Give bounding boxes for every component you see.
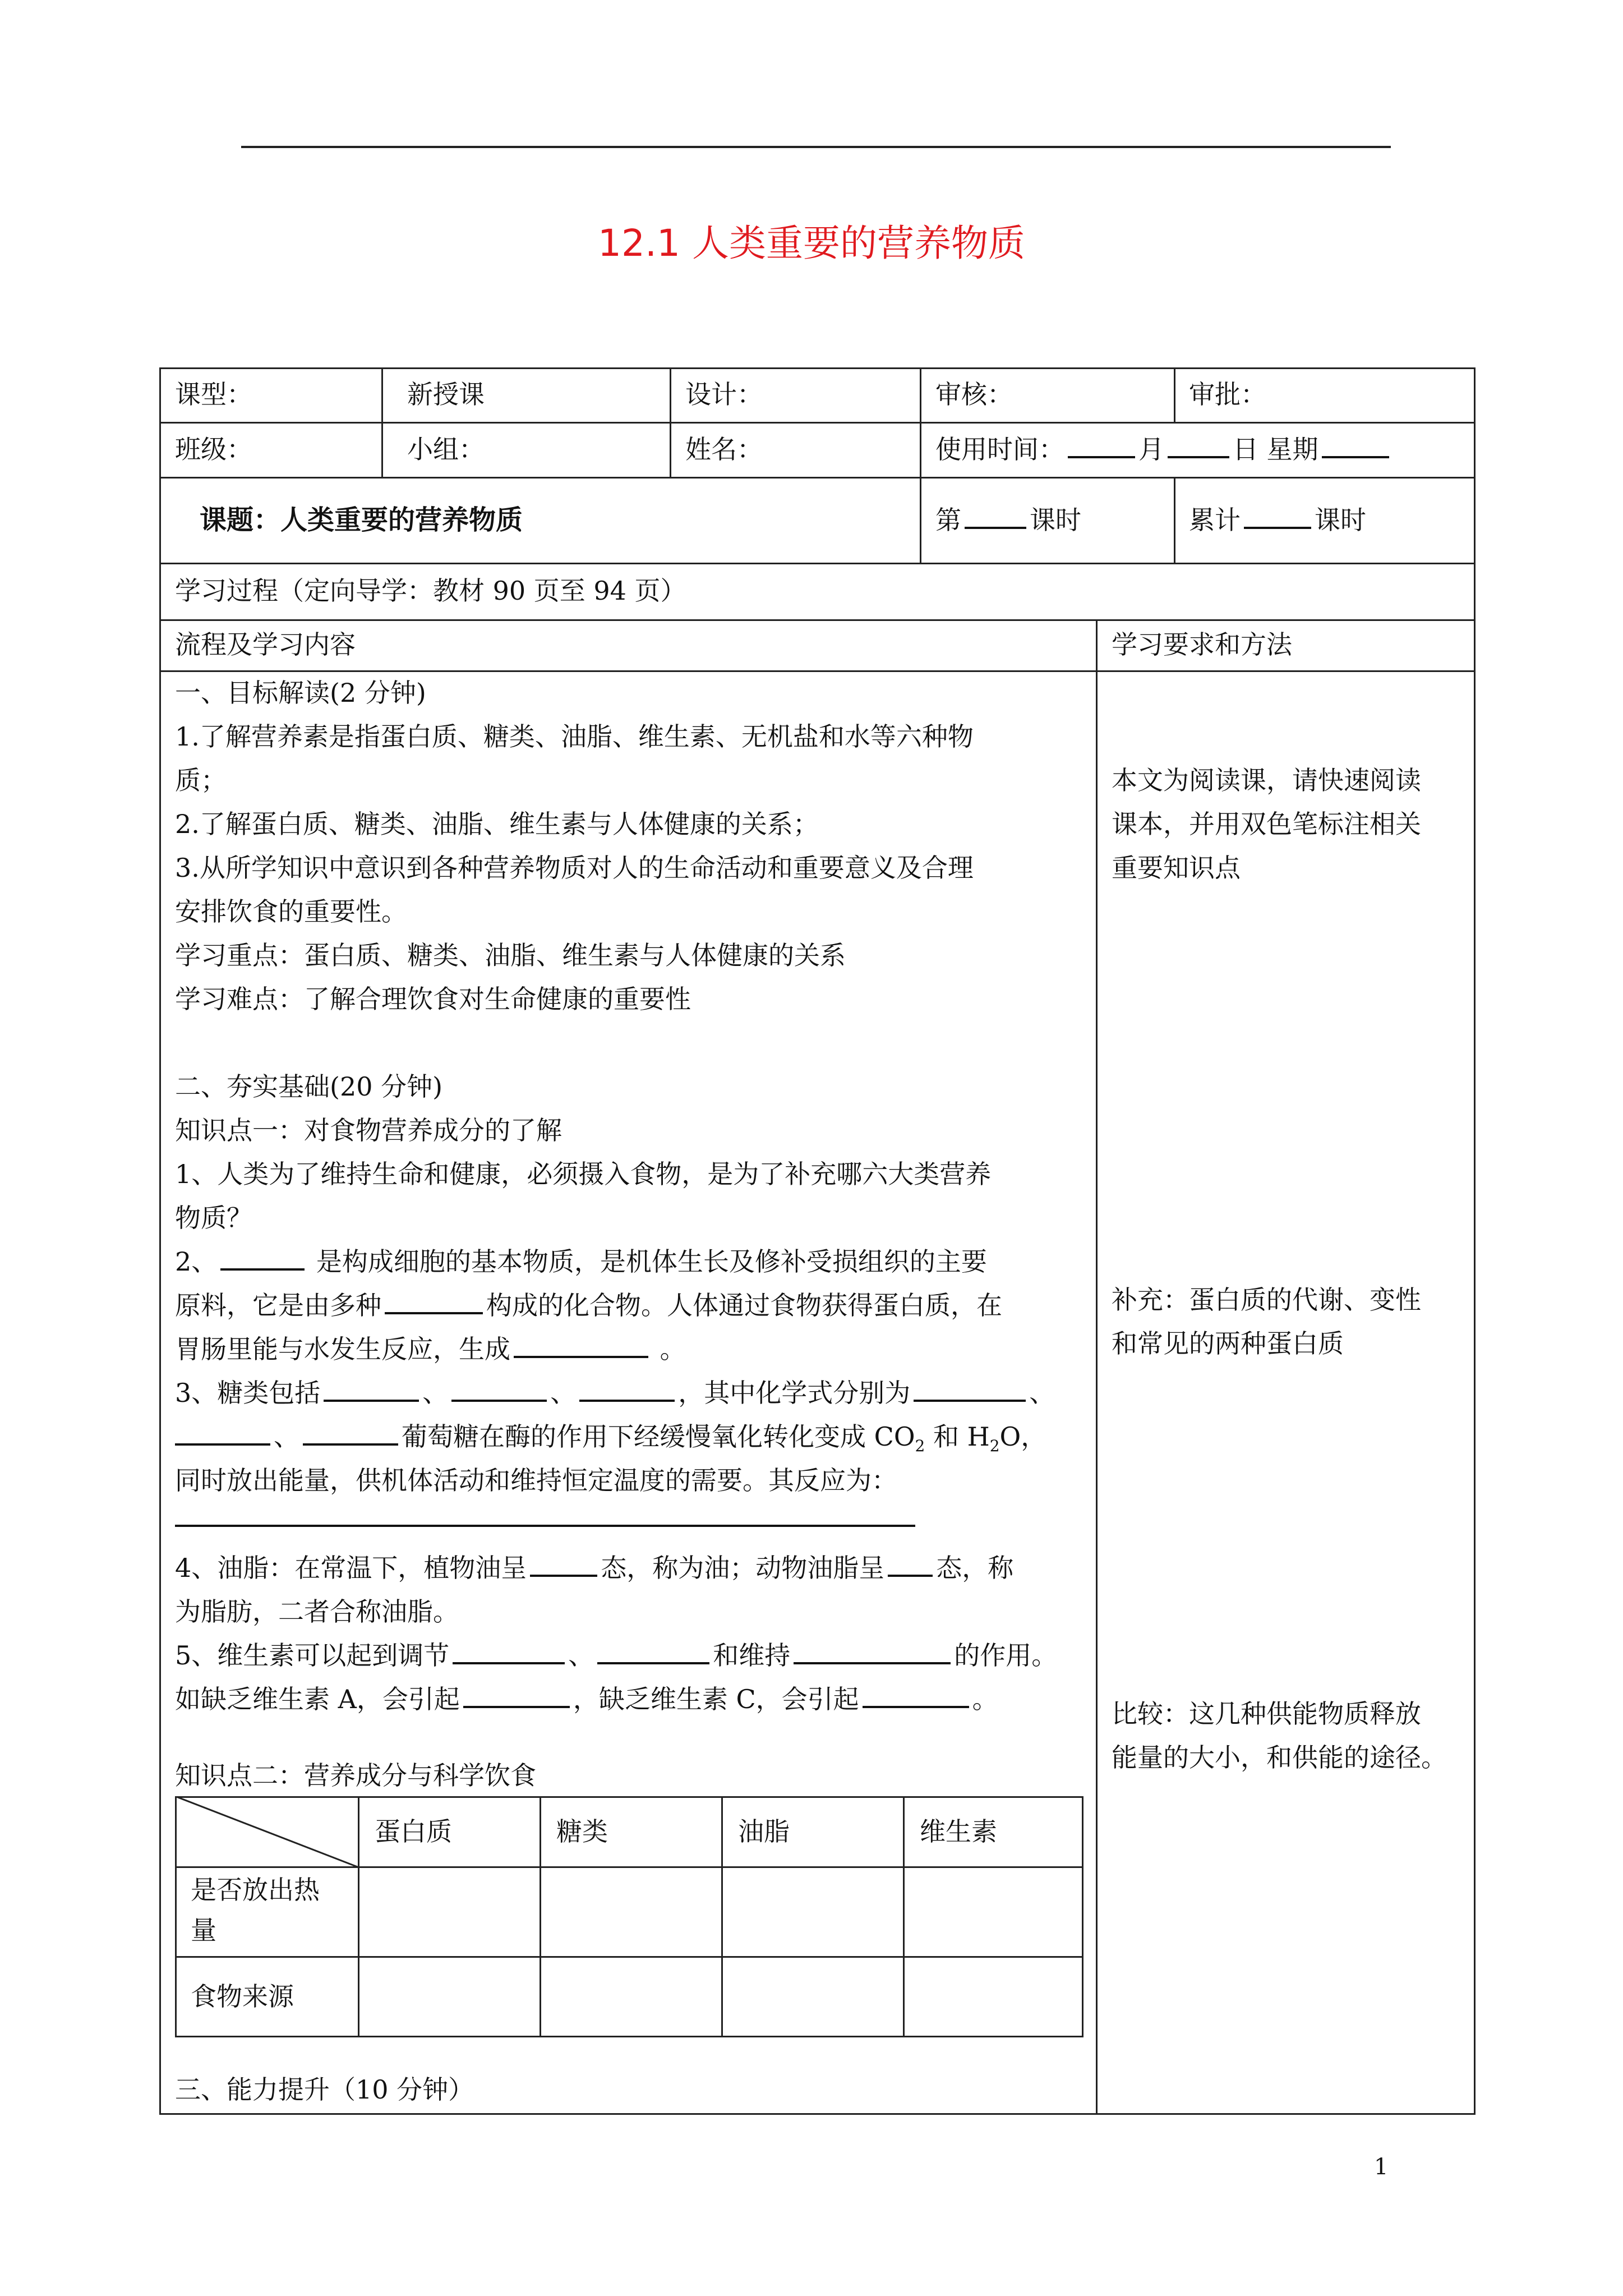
q2c-pre: 胃肠里能与水发生反应，生成: [175, 1334, 510, 1364]
total-post: 课时: [1315, 505, 1366, 535]
q2b-pre: 原料，它是由多种: [175, 1290, 381, 1320]
knowledge-point-2: 知识点二：营养成分与科学饮食: [175, 1760, 536, 1791]
q5b-post: 。: [972, 1684, 998, 1714]
note-reading-1: 本文为阅读课，请快速阅读: [1112, 765, 1421, 795]
q3-blank-6[interactable]: [303, 1419, 398, 1446]
row-divider: [159, 563, 1476, 564]
goal-1-cont: 质；: [175, 765, 227, 795]
nutrient-col-divider: [903, 1796, 905, 2037]
diagonal-header-line: [175, 1796, 359, 1867]
note-supplement-2: 和常见的两种蛋白质: [1112, 1328, 1344, 1359]
q2-blank-3[interactable]: [514, 1331, 648, 1358]
nutrient-header-protein: 蛋白质: [375, 1816, 452, 1847]
q3b-and: 和 H: [925, 1421, 990, 1452]
cell-lesson-type-label: 课型：: [175, 379, 252, 409]
q4-blank-2[interactable]: [888, 1550, 933, 1577]
use-time-label: 使用时间：: [935, 434, 1064, 464]
q4-blank-1[interactable]: [530, 1550, 597, 1577]
q2b-post: 构成的化合物。人体通过食物获得蛋白质，在: [486, 1290, 1002, 1320]
q3-sep: 、: [1029, 1378, 1055, 1408]
q3-pre: 3、糖类包括: [175, 1378, 321, 1408]
h2o-subscript: 2: [989, 1437, 1000, 1456]
col-divider: [1174, 367, 1175, 422]
question-5-line2: [175, 1677, 998, 1721]
question-2-line2: [175, 1283, 1002, 1327]
cell-design-label: 设计：: [685, 379, 763, 409]
col-divider: [920, 367, 921, 563]
q3-mid: ，其中化学式分别为: [678, 1378, 911, 1408]
row-heat-label-cont: 量: [191, 1915, 216, 1945]
col-left-heading: 流程及学习内容: [175, 629, 356, 660]
lesson-post: 课时: [1030, 505, 1081, 535]
lesson-count: [935, 498, 1081, 542]
q5-and: 和维持: [713, 1640, 791, 1671]
goal-3-cont: 安排饮食的重要性。: [175, 896, 407, 927]
q3-blank-3[interactable]: [579, 1375, 675, 1402]
note-supplement-1: 补充：蛋白质的代谢、变性: [1112, 1285, 1421, 1315]
process-heading: 学习过程（定向导学：教材 90 页至 94 页）: [175, 576, 686, 606]
q3-blank-5[interactable]: [175, 1419, 270, 1446]
row-divider: [159, 422, 1476, 424]
nutrient-col-divider: [721, 1796, 723, 2037]
page-title: 12.1 人类重要的营养物质: [598, 222, 1025, 265]
q4-post: 态，称: [936, 1553, 1014, 1583]
section1-heading: 一、目标解读(2 分钟): [175, 678, 426, 708]
question-4: [175, 1546, 1013, 1590]
nutrient-header-sugar: 糖类: [556, 1816, 608, 1847]
note-reading-3: 重要知识点: [1112, 853, 1241, 883]
q3-blank-1[interactable]: [324, 1375, 419, 1402]
q3-blank-2[interactable]: [451, 1375, 547, 1402]
note-reading-2: 课本，并用双色笔标注相关: [1112, 809, 1421, 839]
topic-title: 课题：人类重要的营养物质: [200, 504, 523, 536]
q5-blank-3[interactable]: [794, 1637, 951, 1664]
q5-blank-2[interactable]: [597, 1637, 709, 1664]
q2-blank-1[interactable]: [220, 1244, 305, 1271]
note-compare-2: 能量的大小，和供能的途径。: [1112, 1742, 1447, 1773]
question-1-cont: 物质？: [175, 1203, 252, 1233]
q2-pre: 2、: [175, 1246, 218, 1277]
question-1: 1、人类为了维持生命和健康，必须摄入食物，是为了补充哪六大类营养: [175, 1159, 992, 1189]
question-3: [175, 1371, 1055, 1415]
col-divider: [1096, 619, 1098, 2115]
q2c-post: 。: [652, 1334, 686, 1364]
q5-blank-1[interactable]: [453, 1637, 565, 1664]
q5-pre: 5、维生素可以起到调节: [175, 1640, 450, 1671]
q5-blank-5[interactable]: [863, 1681, 969, 1708]
q4-mid: 态，称为油；动物油脂呈: [601, 1553, 885, 1583]
cell-lesson-type-value: 新授课: [407, 379, 485, 409]
col-divider: [670, 367, 671, 477]
goal-3: 3.从所学知识中意识到各种营养物质对人的生命活动和重要意义及合理: [175, 853, 974, 883]
q3b-end: O，: [999, 1421, 1047, 1452]
q3-sep: 、: [422, 1378, 449, 1408]
total-blank[interactable]: [1244, 502, 1311, 529]
cell-group-label: 小组：: [407, 434, 485, 464]
row-divider: [159, 619, 1476, 621]
header-rule: [241, 146, 1391, 148]
difficult-point: 学习难点：了解合理饮食对生命健康的重要性: [175, 984, 691, 1014]
cell-class-label: 班级：: [175, 434, 252, 464]
q3b-text: 葡萄糖在酶的作用下经缓慢氧化转化变成 CO: [402, 1421, 915, 1452]
month-label: 月: [1138, 434, 1164, 464]
cell-use-time: [935, 427, 1393, 471]
goal-1: 1.了解营养素是指蛋白质、糖类、油脂、维生素、无机盐和水等六种物: [175, 721, 974, 752]
nutrient-row-divider: [175, 1956, 1083, 1958]
total-count: [1189, 498, 1366, 542]
reaction-answer-line[interactable]: [175, 1525, 915, 1527]
day-blank[interactable]: [1168, 431, 1229, 458]
weekday-blank[interactable]: [1322, 431, 1389, 458]
row-source-label: 食物来源: [191, 1981, 294, 2012]
section2-heading: 二、夯实基础(20 分钟): [175, 1071, 443, 1102]
cell-approve-label: 审批：: [1189, 379, 1266, 409]
col-divider: [381, 367, 383, 477]
cell-review-label: 审核：: [935, 379, 1013, 409]
co2-subscript: 2: [915, 1437, 925, 1456]
col-right-heading: 学习要求和方法: [1112, 629, 1292, 660]
day-label: 日 星期: [1233, 434, 1318, 464]
q3-sep: 、: [274, 1421, 299, 1452]
question-2-line3: [175, 1327, 686, 1371]
row-heat-label: 是否放出热: [191, 1875, 320, 1905]
question-3-line3: 同时放出能量，供机体活动和维持恒定温度的需要。其反应为：: [175, 1465, 897, 1496]
note-compare-1: 比较：这几种供能物质释放: [1112, 1699, 1421, 1729]
q3-blank-4[interactable]: [914, 1375, 1026, 1402]
page-number: 1: [1374, 2154, 1389, 2180]
knowledge-point-1: 知识点一：对食物营养成分的了解: [175, 1115, 562, 1145]
section3-heading: 三、能力提升（10 分钟）: [175, 2074, 474, 2105]
q4-pre: 4、油脂：在常温下，植物油呈: [175, 1553, 527, 1583]
total-pre: 累计: [1189, 505, 1241, 535]
question-2: [175, 1240, 987, 1283]
key-point: 学习重点：蛋白质、糖类、油脂、维生素与人体健康的关系: [175, 940, 846, 970]
q5b-pre: 如缺乏维生素 A，会引起: [175, 1684, 460, 1714]
q5-post: 的作用。: [954, 1640, 1058, 1671]
col-divider: [1174, 477, 1175, 563]
question-5: [175, 1634, 1057, 1677]
q5b-mid: ，缺乏维生素 C，会引起: [573, 1684, 859, 1714]
row-divider: [159, 477, 1476, 478]
nutrient-header-fat: 油脂: [738, 1816, 790, 1847]
q2-post: 是构成细胞的基本物质，是机体生长及修补受损组织的主要: [308, 1246, 987, 1277]
lesson-blank[interactable]: [965, 502, 1026, 529]
cell-name-label: 姓名：: [685, 434, 763, 464]
month-blank[interactable]: [1068, 431, 1135, 458]
lesson-pre: 第: [935, 505, 961, 535]
q5-blank-4[interactable]: [463, 1681, 570, 1708]
q5-sep: 、: [568, 1640, 594, 1671]
goal-2: 2.了解蛋白质、糖类、油脂、维生素与人体健康的关系；: [175, 809, 819, 839]
nutrient-col-divider: [540, 1796, 541, 2037]
q3-sep: 、: [550, 1378, 577, 1408]
nutrient-header-vitamin: 维生素: [920, 1816, 997, 1847]
question-4-line2: 为脂肪，二者合称油脂。: [175, 1596, 459, 1627]
q2-blank-2[interactable]: [385, 1287, 483, 1314]
